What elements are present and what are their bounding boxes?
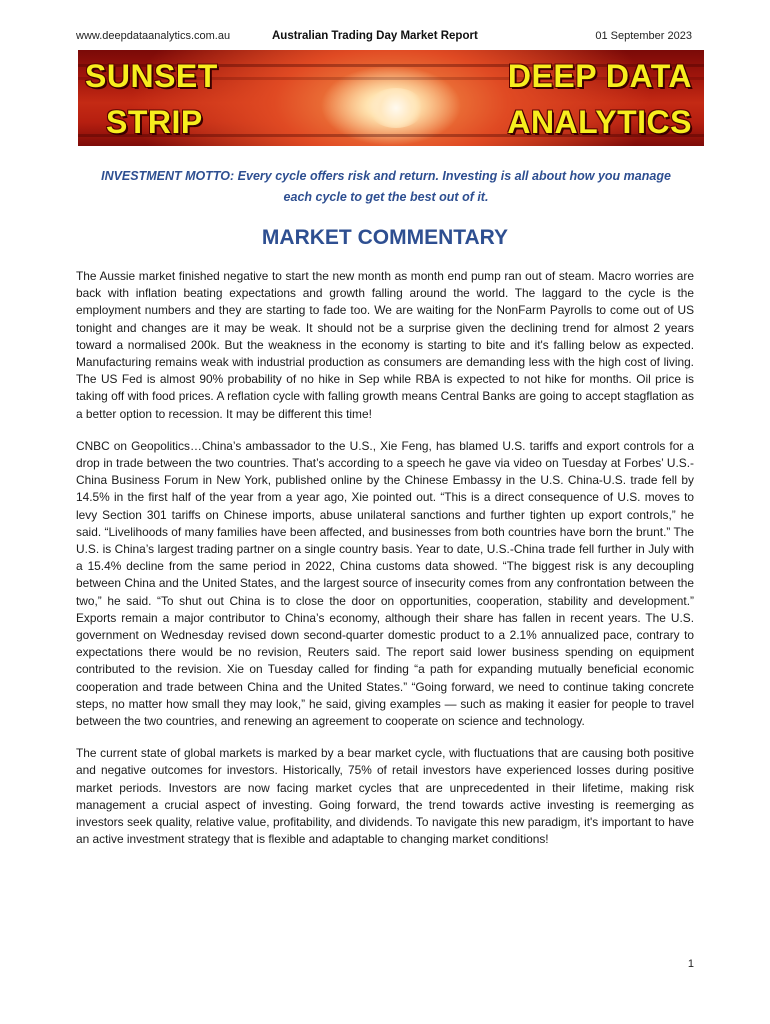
commentary-body: [76, 268, 694, 864]
report-title: Australian Trading Day Market Report: [272, 30, 478, 42]
paragraph-geopolitics: CNBC on Geopolitics…China’s ambassador to the U.S., Xie Feng, has blamed U.S. tariffs and export controls for a drop in trade between the two countries. That’s according to a speech he gave via video on Tuesday at Forbes’ U.S.-China Business Forum in New York, published online by the Chinese Embassy in the U.S. China-U.S. trade fell by 14.5% in the first half of the year from a year ago, Xie pointed out. “This is a direct consequence of U.S. moves to levy Section 301 tariffs on Chinese imports, abuse unilateral sanctions and further tighten up export controls,” he said. “Livelihoods of many families have been affected, and businesses from both countries have born the brunt.” The U.S. is China’s largest trading partner on a single country basis. Year to date, U.S.-China trade fell further in July with a 15.4% decline from the same period in 2022, China customs data showed. “The biggest risk is any decoupling between China and the United States, and the largest source of insecurity comes from any confrontation between the two,” he said. “To shut out China is to close the door on opportunities, cooperation, stability and development.” Exports remain a major contributor to China’s economy, although their share has fallen in recent years. The U.S. government on Wednesday revised down second-quarter domestic product to a 2.1% annualized pace, contrary to expectations there would be no revision, Reuters said. The report said lower business spending on equipment contributed to the revision. Xie on Tuesday called for finding “a path for expanding mutually beneficial economic cooperation and trade between China and the United States.” “Going forward, we need to continue taking concrete steps, no matter how small they may look,” he said, giving examples — such as making it easier for people to travel between the two countries, and renewing an agreement to cooperate on science and technology.: [76, 438, 694, 729]
report-date: 01 September 2023: [595, 30, 692, 42]
motto-line-1: INVESTMENT MOTTO: Every cycle offers risk and return. Investing is all about how you manage: [101, 169, 671, 183]
section-title: MARKET COMMENTARY: [261, 226, 509, 249]
paragraph-market-summary: The Aussie market finished negative to start the new month as month end pump ran out of steam. Macro worries are back with inflation beating expectations and growth falling around the world. The laggard to the cycle is the employment numbers and they are starting to fade too. We are waiting for the NonFarm Payrolls to come out of US tonight and changes are it may be weak. It should not be a surprise given the declining trend for almost 2 years toward a normalised 200k. But the weakness in the economy is starting to bite and it's falling below as expected. Manufacturing remains weak with industrial production as consumers are demanding less with the high cost of living. The US Fed is almost 90% probability of no hike in Sep while RBA is expected to not hike for months. Oil price is taking off with food prices. A reflation cycle with falling growth means Central Banks are going to accept stagflation as a better option to recession. It may be different this time!: [76, 269, 694, 421]
website-url[interactable]: www.deepdataanalytics.com.au: [76, 30, 231, 42]
banner-right-line1: DEEP DATA: [507, 58, 692, 94]
page-header: [76, 30, 694, 46]
paragraph-market-cycle: The current state of global markets is marked by a bear market cycle, with fluctuations that are causing both positive and negative outcomes for investors. Historically, 75% of retail investors have experienced losses during positive market periods. Investors are now facing market cycles that are unprecedented in their lifetime, making risk management a crucial aspect of investing. Going forward, the trend towards active investing is reemerging as investors seek quality, relative value, profitability, and dividends. To navigate this new paradigm, it's important to have an active investment strategy that is flexible and adaptable to changing market conditions!: [76, 746, 694, 847]
motto-line-2: each cycle to get the best out of it.: [283, 190, 489, 204]
banner-left-line1: SUNSET: [85, 58, 218, 94]
investment-motto: [96, 166, 676, 208]
page-number: 1: [687, 958, 694, 970]
sunset-banner: [78, 50, 704, 146]
sun-glow: [368, 88, 424, 128]
banner-left-line2: STRIP: [106, 104, 203, 140]
banner-right-line2: ANALYTICS: [507, 104, 692, 140]
